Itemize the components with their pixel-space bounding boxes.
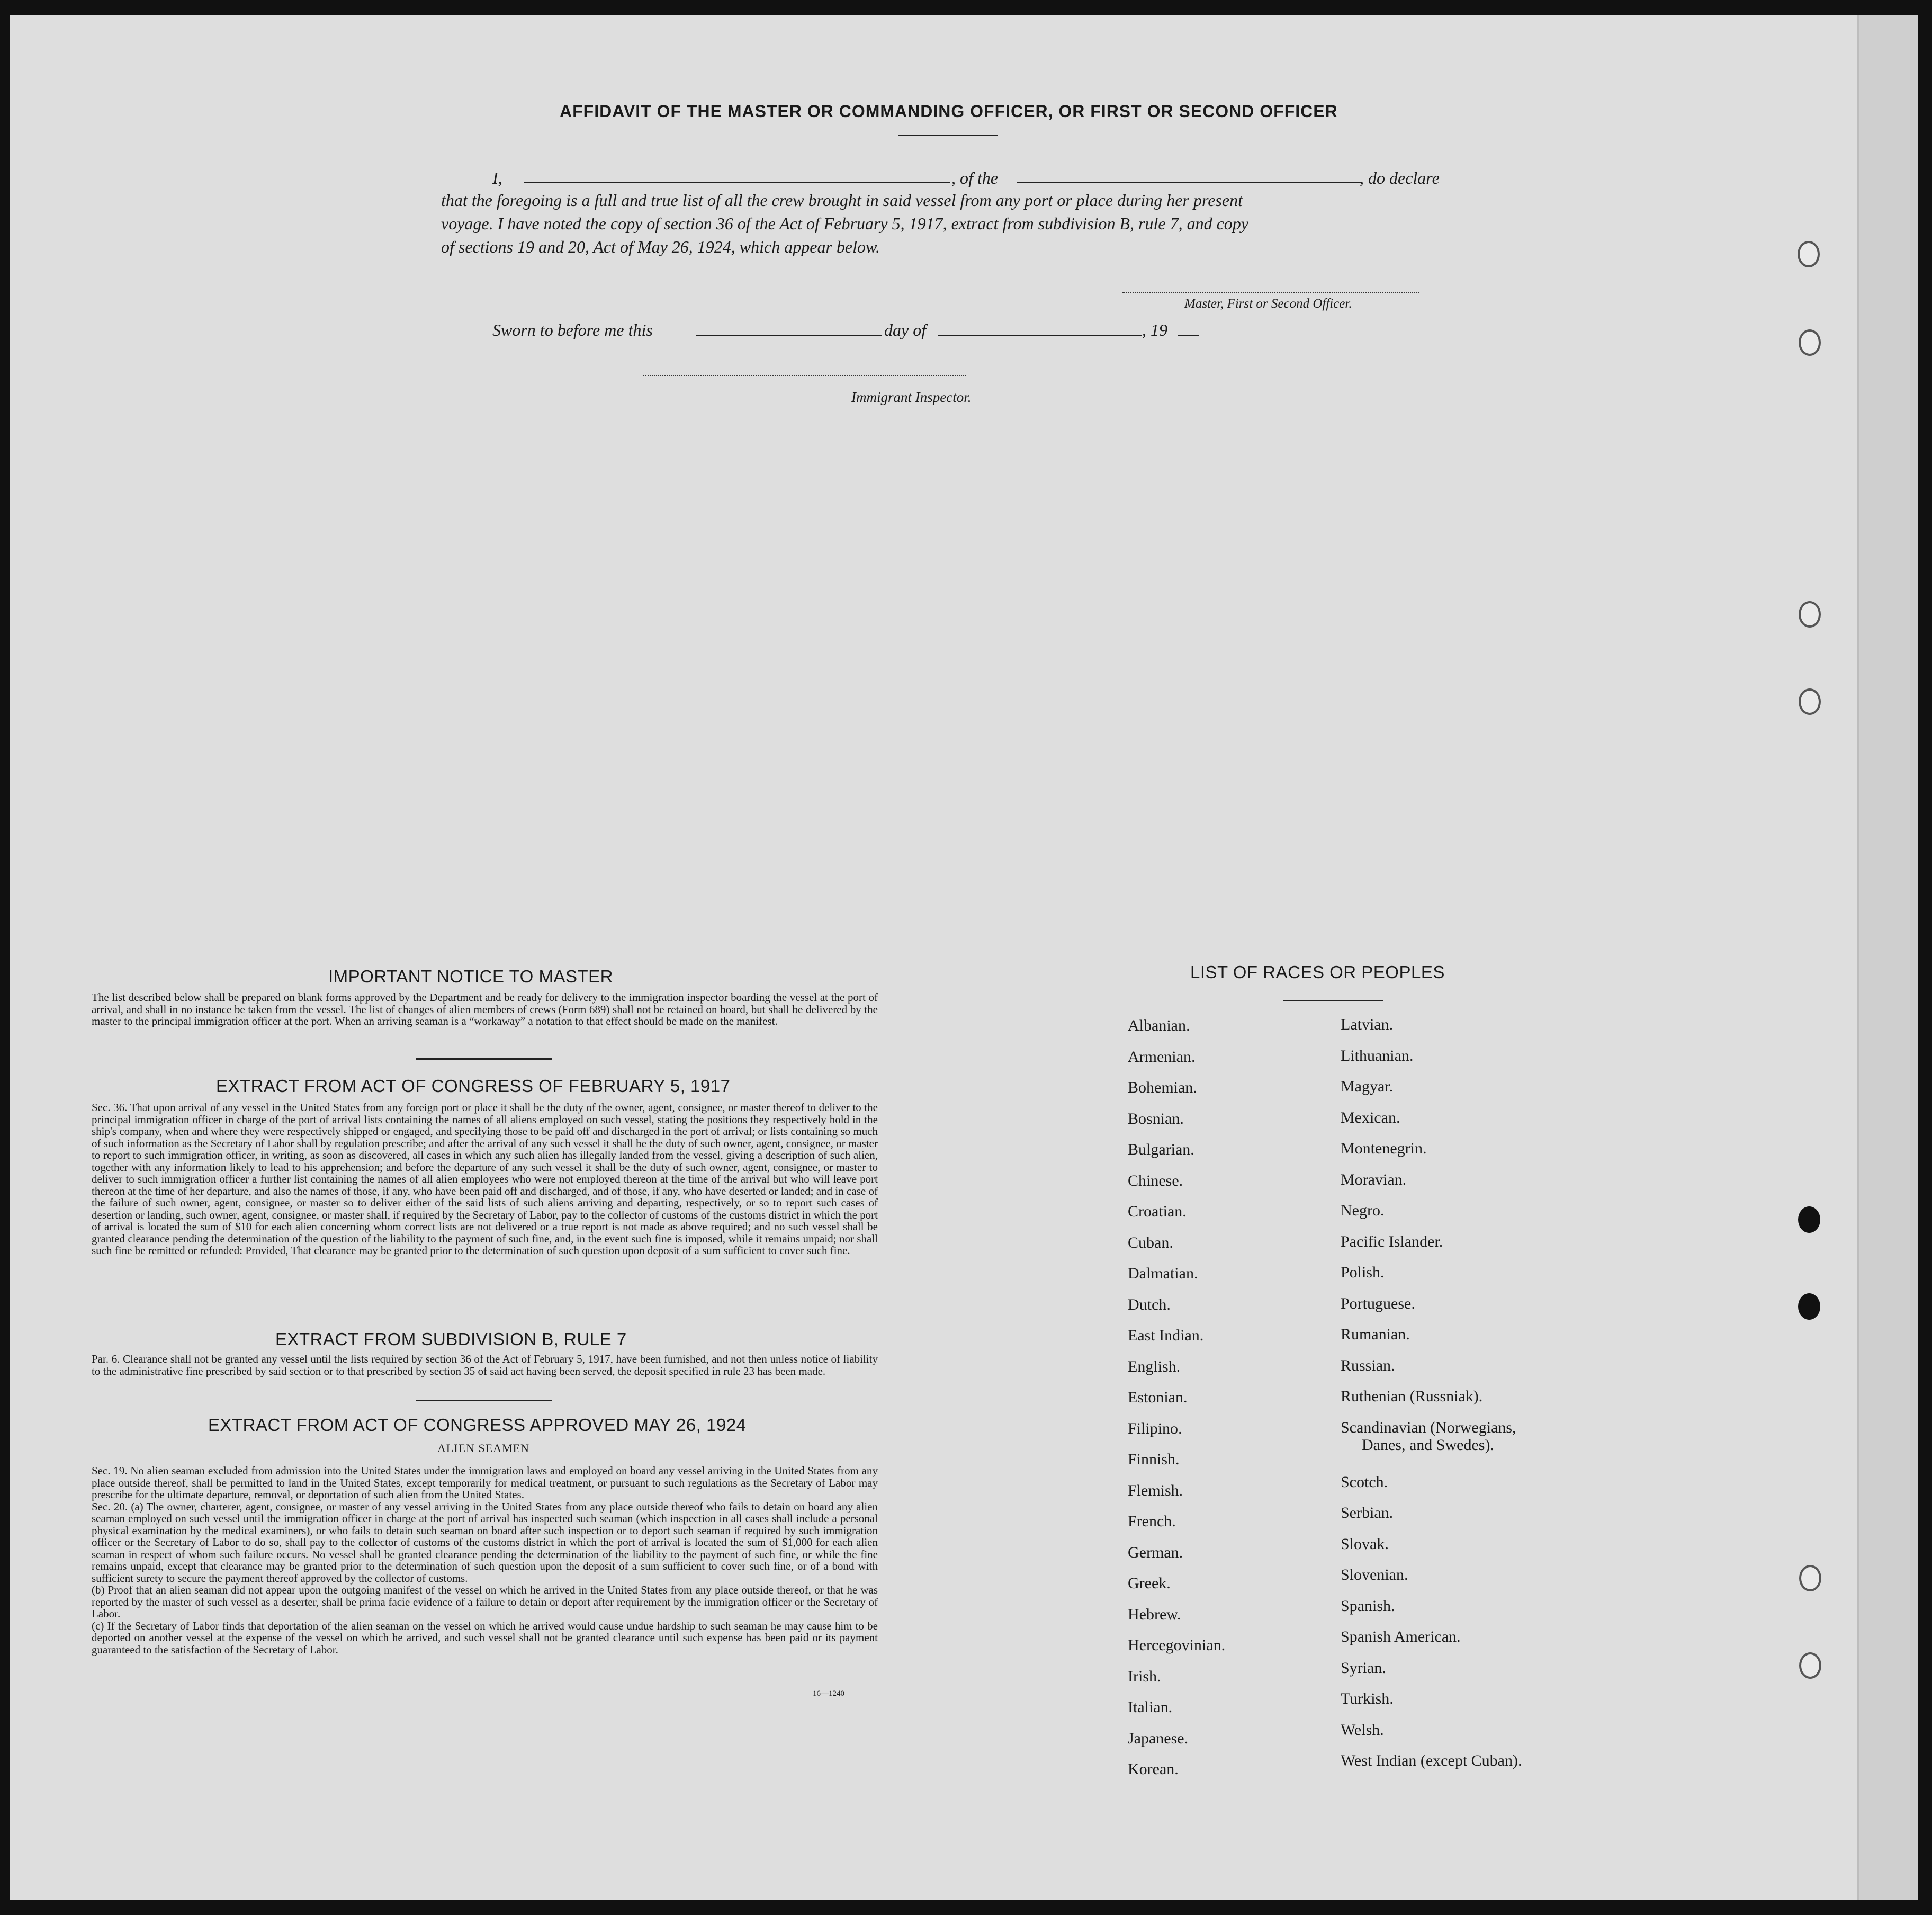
race-item: Bulgarian.	[1128, 1141, 1194, 1158]
race-item: Ruthenian (Russniak).	[1341, 1388, 1483, 1405]
affidavit-title: AFFIDAVIT OF THE MASTER OR COMMANDING OFFICER, OR FIRST OR SECOND OFFICER	[560, 102, 1338, 121]
sworn-year-field[interactable]	[1178, 335, 1199, 336]
extract-1917-title: EXTRACT FROM ACT OF CONGRESS OF FEBRUARY 5, 1917	[216, 1076, 731, 1096]
race-item: Armenian.	[1128, 1048, 1196, 1066]
sworn-month-field[interactable]	[938, 335, 1142, 336]
race-item: Dalmatian.	[1128, 1265, 1198, 1282]
race-item: Polish.	[1341, 1264, 1385, 1281]
divider	[1283, 1000, 1383, 1001]
race-item: Bohemian.	[1128, 1079, 1197, 1096]
sec-20c-text: (c) If the Secretary of Labor finds that deportation of the alien seaman on the vessel on which he arrived would cause undue hardship to such seaman he may cause him to be deported on another vessel at the expense of the vessel on which he arrived, and such vessel shall not be granted clearance until such expense has been paid or its payment guaranteed to the satisfaction of the Secretary of Labor.	[92, 1619, 878, 1656]
race-item: German.	[1128, 1543, 1183, 1561]
race-item: Slovenian.	[1341, 1566, 1408, 1583]
race-item: English.	[1128, 1357, 1181, 1375]
extract-rule7-text: Par. 6. Clearance shall not be granted any vessel until the lists required by section 36 of the Act of February 5, 1917, have been furnished, and not then unless notice of liability to the administrative fine prescribed by said section or to that prescribed by section 35 of said act having been served, the deposit specified in rule 23 has been made.	[92, 1353, 878, 1377]
signature-field[interactable]	[1122, 292, 1419, 293]
race-item: Spanish.	[1341, 1597, 1395, 1615]
race-item: Portuguese.	[1341, 1294, 1415, 1312]
form-number: 16—1240	[813, 1689, 844, 1698]
race-item: East Indian.	[1128, 1327, 1204, 1344]
race-item: Moravian.	[1341, 1170, 1407, 1188]
race-item: Danes, and Swedes).	[1362, 1436, 1494, 1454]
race-item: West Indian (except Cuban).	[1341, 1752, 1522, 1769]
race-item: French.	[1128, 1513, 1176, 1530]
alien-seamen-subtitle: ALIEN SEAMEN	[437, 1442, 529, 1455]
race-item: Flemish.	[1128, 1481, 1183, 1499]
race-item: Turkish.	[1341, 1690, 1394, 1707]
race-item: Finnish.	[1128, 1451, 1180, 1468]
race-item: Welsh.	[1341, 1721, 1384, 1739]
race-item: Spanish American.	[1341, 1628, 1461, 1645]
name-field[interactable]	[524, 182, 950, 183]
punch-hole	[1798, 241, 1820, 267]
punch-hole	[1799, 329, 1821, 356]
vessel-field[interactable]	[1017, 182, 1361, 183]
notice-title: IMPORTANT NOTICE TO MASTER	[328, 967, 614, 986]
notice-text: The list described below shall be prepared on blank forms approved by the Department and be ready for delivery to the immigration inspector boarding the vessel at the port of arrival, and shall in no instance be taken from the vessel. The list of changes of alien members of crews (Form 689) shall not be retained on board, but shall be delivered by the master to the principal immigration officer at the port. When an arriving seaman is a “workaway” a notation to that effect should be made on the manifest.	[92, 991, 878, 1027]
race-item: Magyar.	[1341, 1078, 1394, 1095]
sworn-text: Sworn to before me this	[492, 320, 653, 339]
sec-19-text: Sec. 19. No alien seaman excluded from admission into the United States under the immigration laws and employed on board any vessel arriving in the United States from any place outside thereof, shall be permitted to land in the United States, except temporarily for medical treatment, or pursuant to such regulations as the Secretary of Labor may prescribe for the ultimate departure, removal, or deportation of such alien from the United States.	[92, 1464, 878, 1501]
race-item: Rumanian.	[1341, 1326, 1410, 1343]
race-item: Slovak.	[1341, 1535, 1389, 1553]
day-of-text: day of	[884, 320, 927, 339]
binding-strip	[1859, 15, 1918, 1900]
inspector-signature-field[interactable]	[643, 375, 966, 376]
race-item: Estonian.	[1128, 1389, 1188, 1406]
affidavit-of-the: , of the	[951, 168, 998, 187]
races-column-1	[1128, 1017, 1225, 1792]
race-item: Hebrew.	[1128, 1605, 1181, 1623]
extract-1924-text	[92, 1465, 878, 1656]
race-item: Lithuanian.	[1341, 1046, 1414, 1064]
year-text: , 19	[1142, 320, 1167, 339]
race-item: Dutch.	[1128, 1295, 1171, 1313]
punch-hole	[1799, 1565, 1821, 1591]
affidavit-body-3: of sections 19 and 20, Act of May 26, 1924, which appear below.	[441, 237, 880, 256]
inspector-label: Immigrant Inspector.	[851, 389, 972, 405]
race-item: Mexican.	[1341, 1108, 1400, 1126]
punch-hole	[1799, 601, 1821, 628]
punch-hole	[1798, 1206, 1820, 1233]
race-item: Albanian.	[1128, 1017, 1190, 1034]
race-item: Japanese.	[1128, 1729, 1189, 1747]
sec-20a-text: Sec. 20. (a) The owner, charterer, agent, consignee, or master of any vessel arriving in the United States from any place outside thereof who fails to detain on board any alien seaman employed on such vessel until the immigration officer in charge at the port of arrival has inspected such seaman (which inspection in all cases shall include a personal physical examination by the medical examiners), or who fails to detain such seaman on board after such inspection or to deport such seaman if required by such immigration officer or the Secretary of Labor to do so, shall pay to the collector of customs of the customs district in which the port of arrival is located the sum of $1,000 for each alien seaman in respect of whom such failure occurs. No vessel shall be granted clearance pending the determination of the liability to the payment of such fine, or while the fine remains unpaid, except that clearance may be granted prior to the determination of such question upon the deposit of a sum sufficient to cover such fine, or of a bond with sufficient surety to secure the payment thereof approved by the collector of customs.	[92, 1500, 878, 1585]
race-item: Montenegrin.	[1341, 1140, 1427, 1157]
affidavit-do-declare: , do declare	[1360, 168, 1440, 187]
race-item: Greek.	[1128, 1574, 1171, 1592]
affidavit-body-1: that the foregoing is a full and true list of all the crew brought in said vessel from any port or place during her present	[441, 191, 1243, 210]
races-title: LIST OF RACES OR PEOPLES	[1190, 962, 1445, 982]
divider	[416, 1058, 552, 1060]
race-item: Chinese.	[1128, 1171, 1183, 1189]
punch-hole	[1799, 1652, 1821, 1679]
punch-hole	[1798, 1293, 1820, 1320]
extract-1917-text: Sec. 36. That upon arrival of any vessel in the United States from any foreign port or place it shall be the duty of the owner, agent, consignee, or master thereof to deliver to the principal immigration officer in charge of the port of arrival lists containing the names of all aliens employed on such vessel, stating the positions they respectively hold in the ship's company, when and where they were respectively shipped or engaged, and specifying those to be paid off and discharged in the port of arrival; or lists containing so much of such information as the Secretary of Labor shall by regulation prescribe; and after the arrival of any such vessel it shall be the duty of such owner, agent, consignee, or master to report to such immigration officer, in writing, as soon as discovered, all cases in which any such alien has illegally landed from the vessel, giving a description of such alien, together with any information likely to lead to his apprehension; and before the departure of any such vessel it shall be the duty of such owner, agent, consignee, or master to deliver to such immigration officer a further list containing the names of all alien employees who were not employed thereon at the time of the arrival but who will leave port thereon at the time of her departure, and also the names of those, if any, who have been paid off and discharged, and of those, if any, who have deserted or landed; and in case of the failure of such owner, agent, consignee, or master so to deliver either of the said lists of such aliens arriving and departing, respectively, or so to report such cases of desertion or landing, such owner, agent, consignee, or master shall, if required by the Secretary of Labor, pay to the collector of customs of the customs district in which the port of arrival is located the sum of $10 for each alien concerning whom correct lists are not delivered or a true report is not made as above required; and no such vessel shall be granted clearance pending the determination of the question of the liability to the payment of such fine, and, in the event such fine is imposed, while it remains unpaid; nor shall such fine be remitted or refunded: Provided, That clearance may be granted prior to the determination of such question upon deposit of a sum sufficient to cover such fine.	[92, 1101, 878, 1257]
race-item: Cuban.	[1128, 1233, 1173, 1251]
race-item: Filipino.	[1128, 1419, 1182, 1437]
divider	[416, 1400, 552, 1401]
race-item: Italian.	[1128, 1698, 1173, 1716]
sec-20b-text: (b) Proof that an alien seaman did not appear upon the outgoing manifest of the vessel on which he arrived in the United States from any place outside thereof, or that he was reported by the master of such vessel as a deserter, shall be prima facie evidence of a failure to detain or deport after requirement by the immigration officer or the Secretary of Labor.	[92, 1583, 878, 1620]
race-item: Pacific Islander.	[1341, 1232, 1443, 1250]
punch-hole	[1799, 688, 1821, 715]
affidavit-i: I,	[492, 168, 502, 187]
race-item: Irish.	[1128, 1667, 1161, 1685]
race-item: Latvian.	[1341, 1016, 1394, 1033]
race-item: Serbian.	[1341, 1504, 1394, 1522]
affidavit-body-2: voyage. I have noted the copy of section 36 of the Act of February 5, 1917, extract from subdivision B, rule 7, and copy	[441, 214, 1248, 233]
race-item: Hercegovinian.	[1128, 1636, 1226, 1654]
races-column-2	[1341, 1016, 1522, 1783]
race-item: Korean.	[1128, 1760, 1179, 1778]
race-item: Croatian.	[1128, 1203, 1187, 1220]
signature-label: Master, First or Second Officer.	[1184, 297, 1352, 311]
race-item: Negro.	[1341, 1202, 1385, 1219]
extract-rule7-title: EXTRACT FROM SUBDIVISION B, RULE 7	[275, 1329, 627, 1349]
race-item: Russian.	[1341, 1356, 1395, 1374]
extract-1924-title: EXTRACT FROM ACT OF CONGRESS APPROVED MAY 26, 1924	[208, 1415, 747, 1435]
race-item: Scotch.	[1341, 1473, 1388, 1491]
race-item: Syrian.	[1341, 1659, 1386, 1677]
sworn-day-field[interactable]	[696, 335, 882, 336]
race-item: Bosnian.	[1128, 1109, 1184, 1127]
divider	[898, 135, 998, 136]
race-item: Scandinavian (Norwegians,	[1341, 1418, 1516, 1436]
